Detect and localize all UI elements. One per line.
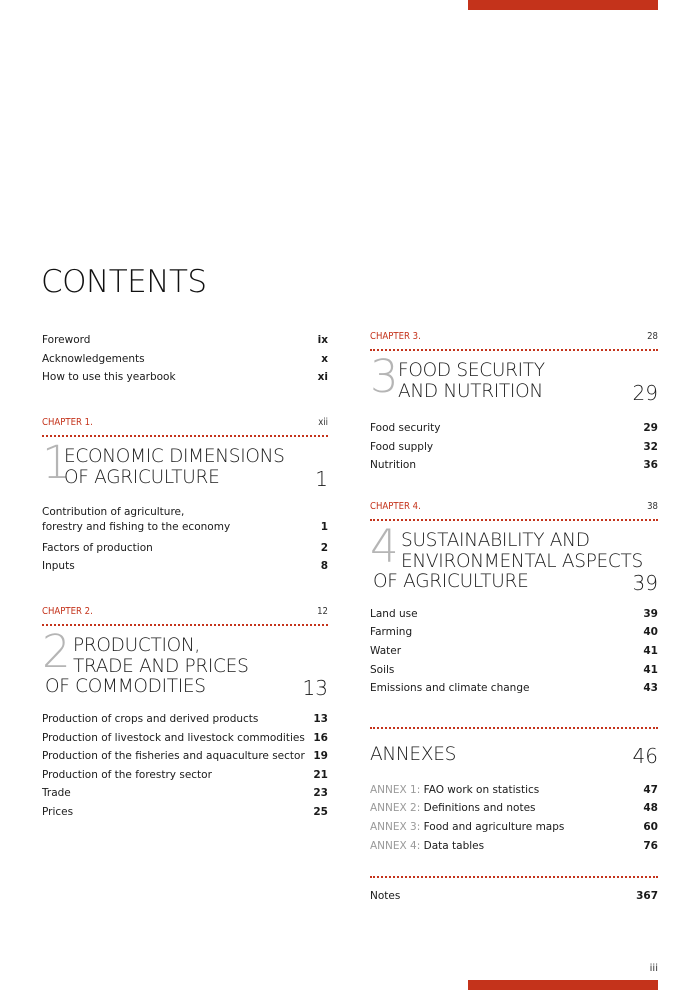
annex-entry[interactable]: ANNEX 4: Data tables 76: [370, 839, 658, 852]
annexes-title-page: 46: [632, 743, 658, 768]
dotted-divider: [370, 346, 658, 351]
toc-entry[interactable]: Contribution of agriculture, forestry and fishing to the economy 1: [42, 505, 328, 534]
dotted-divider: [370, 724, 658, 729]
toc-entry[interactable]: Food security 29: [370, 422, 658, 434]
chapter-title-line: PRODUCTION,: [73, 634, 201, 656]
toc-entry[interactable]: Land use 39: [370, 607, 658, 620]
toc-entry[interactable]: Farming 40: [370, 626, 658, 639]
toc-entry[interactable]: Production of livestock and livestock commodities 16: [42, 731, 328, 744]
chapter-number: 4: [370, 519, 399, 573]
chapter-2-heading[interactable]: CHAPTER 2. 12: [42, 605, 328, 617]
toc-entry-how-to-use[interactable]: How to use this yearbook xi: [42, 371, 328, 384]
chapter-1-heading[interactable]: CHAPTER 1. xii: [42, 416, 328, 428]
toc-entry-notes[interactable]: Notes 367: [370, 890, 658, 903]
chapter-3-title[interactable]: [370, 350, 658, 411]
chapter-number: 2: [42, 624, 71, 678]
page-number: iii: [649, 963, 658, 974]
toc-entry[interactable]: Food supply 32: [370, 440, 658, 453]
front-matter-list: [42, 331, 328, 387]
page-title: CONTENTS: [41, 264, 207, 300]
toc-entry[interactable]: Production of the forestry sector 21: [42, 768, 328, 781]
notes-section: [370, 873, 658, 906]
annexes-section: [370, 724, 658, 855]
chapter-title-line: ENVIRONMENTAL ASPECTS: [401, 550, 643, 572]
annex-entry[interactable]: ANNEX 2: Definitions and notes 48: [370, 802, 658, 815]
chapter-4-section: [370, 501, 658, 698]
chapter-2-section: [42, 606, 328, 822]
chapter-1-title[interactable]: [42, 435, 328, 497]
toc-entry[interactable]: Production of the fisheries and aquaculture sector 19: [42, 750, 328, 763]
annex-entry[interactable]: ANNEX 1: FAO work on statistics 47: [370, 783, 658, 796]
chapter-title-page: 13: [302, 675, 328, 700]
toc-entry[interactable]: Trade 23: [42, 787, 328, 800]
dotted-divider: [370, 873, 658, 878]
chapter-title-line: OF COMMODITIES: [45, 675, 206, 697]
dotted-divider: [370, 516, 658, 521]
toc-entry[interactable]: Nutrition 36: [370, 459, 658, 472]
chapter-1-section: [42, 417, 328, 576]
toc-entry[interactable]: Emissions and climate change 43: [370, 682, 658, 695]
bottom-accent-bar: [468, 980, 658, 990]
left-column: [42, 331, 328, 822]
chapter-title-page: 39: [632, 570, 658, 595]
chapter-title-line: SUSTAINABILITY AND: [401, 529, 590, 551]
chapter-4-title[interactable]: [370, 519, 658, 597]
chapter-number: 3: [370, 350, 399, 403]
chapter-2-title[interactable]: [42, 624, 328, 702]
toc-entry[interactable]: Prices 25: [42, 805, 328, 818]
chapter-3-section: [370, 331, 658, 475]
chapter-title-page: 29: [632, 381, 658, 405]
toc-entry[interactable]: Inputs 8: [42, 560, 328, 573]
annex-entry[interactable]: ANNEX 3: Food and agriculture maps 60: [370, 820, 658, 833]
chapter-4-heading[interactable]: CHAPTER 4. 38: [370, 500, 658, 512]
toc-entry-acknowledgements[interactable]: Acknowledgements x: [42, 352, 328, 365]
toc-entry[interactable]: Factors of production 2: [42, 541, 328, 554]
chapter-title-line: TRADE AND PRICES: [73, 655, 249, 677]
dotted-divider: [42, 432, 328, 437]
right-column: [370, 331, 658, 906]
dotted-divider: [42, 621, 328, 626]
chapter-title-line: FOOD SECURITY: [398, 360, 545, 381]
toc-entry[interactable]: Water 41: [370, 644, 658, 657]
chapter-title-line: ECONOMIC DIMENSIONS: [64, 445, 285, 467]
chapter-title-line: AND NUTRITION: [398, 381, 543, 402]
annexes-heading: ANNEXES: [370, 743, 457, 765]
chapter-3-heading[interactable]: CHAPTER 3. 28: [370, 331, 658, 342]
chapter-number: 1: [42, 435, 71, 489]
annexes-title[interactable]: [370, 741, 658, 773]
toc-entry[interactable]: Soils 41: [370, 663, 658, 676]
chapter-title-line: OF AGRICULTURE: [373, 570, 529, 592]
toc-entry[interactable]: Production of crops and derived products 13: [42, 712, 328, 725]
chapter-title-page: 1: [315, 466, 328, 491]
toc-entry-foreword[interactable]: Foreword ix: [42, 334, 328, 346]
top-accent-bar: [468, 0, 658, 10]
chapter-title-line: OF AGRICULTURE: [64, 466, 220, 488]
